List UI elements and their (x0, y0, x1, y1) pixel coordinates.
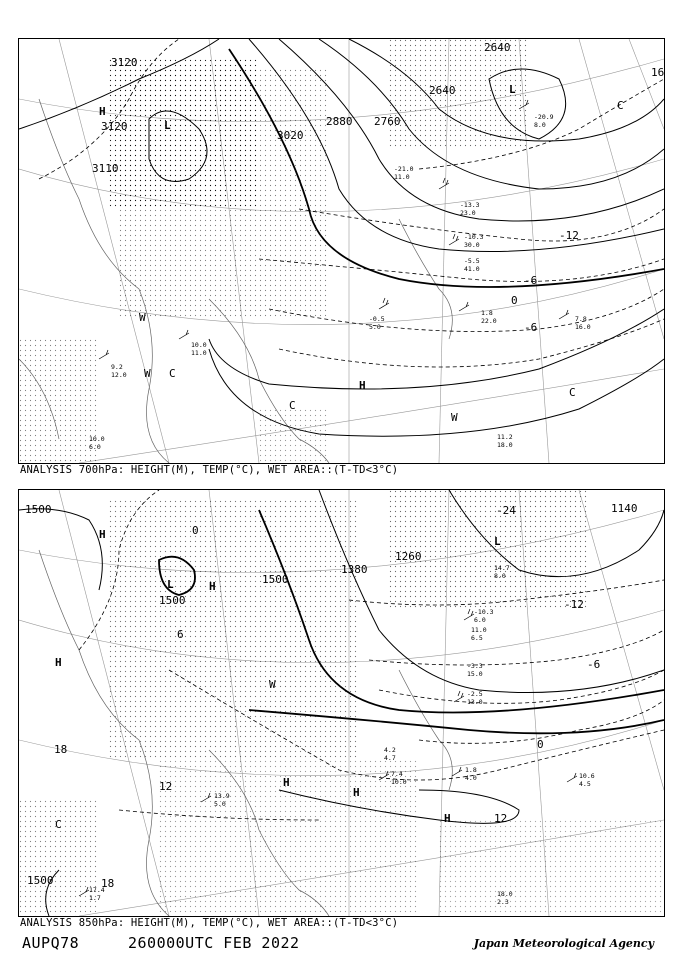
height-label: 1500 (262, 573, 289, 586)
low-center: L (509, 83, 516, 96)
cold-mark: C (169, 367, 176, 380)
station-temp: 4.2 (384, 746, 396, 754)
station-temp: -3.3 (467, 662, 483, 670)
height-label: 3020 (277, 129, 304, 142)
temp-label: -6 (587, 658, 601, 671)
low-center: L (164, 119, 171, 132)
station-temp: 10.0 (191, 341, 207, 349)
high-center: H (353, 786, 360, 799)
warm-mark: W (144, 367, 151, 380)
map-panel-700hpa (18, 38, 665, 464)
station-dewpoint-depression: 41.0 (464, 265, 480, 273)
station-temp: -10.3 (474, 608, 494, 616)
station-temp: -13.3 (460, 201, 480, 209)
station-dewpoint-depression: 4.5 (579, 780, 591, 788)
station-temp: 7.8 (575, 315, 587, 323)
station-dewpoint-depression: 12.0 (111, 371, 127, 379)
station-dewpoint-depression: 18.0 (497, 441, 513, 449)
station-dewpoint-depression: 4.0 (465, 774, 477, 782)
height-label: 3120 (111, 56, 138, 69)
cold-mark: C (617, 99, 624, 112)
station-temp: 11.0 (471, 626, 487, 634)
station-temp: -0.5 (369, 315, 385, 323)
wet-area-850-a (109, 500, 359, 760)
high-center: H (55, 656, 62, 669)
station-temp: -5.5 (464, 257, 480, 265)
cold-mark: C (289, 399, 296, 412)
warm-mark: W (451, 411, 458, 424)
station-temp: 17.4 (89, 886, 105, 894)
station-dewpoint-depression: 5.0 (214, 800, 226, 808)
height-label: 3110 (92, 162, 119, 175)
temp-label: 18 (101, 877, 115, 890)
station-dewpoint-depression: 6.0 (474, 616, 486, 624)
warm-mark: W (269, 678, 276, 691)
station-temp: 9.2 (111, 363, 123, 371)
height-label: 2760 (374, 115, 401, 128)
height-label: 1380 (341, 563, 368, 576)
high-center: H (359, 379, 366, 392)
temp-label: 0 (192, 524, 199, 537)
cold-mark: C (55, 818, 62, 831)
temp-label: -6 (524, 321, 538, 334)
station-dewpoint-depression: 23.0 (460, 209, 476, 217)
valid-time: 260000UTC FEB 2022 (128, 934, 300, 952)
wet-area-700-c (389, 39, 529, 149)
station-temp: -10.3 (464, 233, 484, 241)
station-dewpoint-depression: 11.0 (394, 173, 410, 181)
temp-label: -12 (564, 598, 584, 611)
cold-mark: C (569, 386, 576, 399)
chart-code: AUPQ78 (22, 934, 80, 952)
temp-label: -6 (524, 274, 538, 287)
wet-area-700-d (19, 339, 99, 463)
station-dewpoint-depression: 15.0 (467, 670, 483, 678)
station-dewpoint-depression: 10.0 (391, 778, 407, 786)
map-700hpa (19, 39, 664, 463)
station-temp: 13.9 (214, 792, 230, 800)
temp-label: 18 (54, 743, 68, 756)
height-label: 1140 (611, 502, 638, 515)
station-dewpoint-depression: 1.7 (89, 894, 101, 902)
station-dewpoint-depression: 16.0 (575, 323, 591, 331)
station-dewpoint-depression: 2.3 (497, 898, 509, 906)
height-label: 1260 (395, 550, 422, 563)
station-temp: 14.7 (494, 564, 510, 572)
height-label: 1500 (25, 503, 52, 516)
low-center: L (494, 535, 501, 548)
high-center: H (283, 776, 290, 789)
high-center: H (444, 812, 451, 825)
station-temp: 10.6 (579, 772, 595, 780)
height-label: 1500 (27, 874, 54, 887)
station-dewpoint-depression: 30.0 (464, 241, 480, 249)
temp-label: -12 (559, 229, 579, 242)
high-center: H (99, 105, 106, 118)
station-dewpoint-depression: 6.0 (89, 443, 101, 451)
temp-labels-700 (511, 66, 664, 334)
caption-850hpa: ANALYSIS 850hPa: HEIGHT(M), TEMP(°C), WET AREA::(T-TD<3°C) (20, 917, 399, 929)
height-label: 3120 (101, 120, 128, 133)
height-label: 1500 (159, 594, 186, 607)
map-850hpa (19, 490, 664, 916)
station-temp: 18.0 (497, 890, 513, 898)
temp-label: 0 (511, 294, 518, 307)
station-temp: 1.8 (481, 309, 493, 317)
station-dewpoint-depression: 13.0 (467, 698, 483, 706)
station-temp: -21.0 (394, 165, 414, 173)
station-temp: 10.0 (89, 435, 105, 443)
station-temp: -2.5 (467, 690, 483, 698)
station-dewpoint-depression: 4.7 (384, 754, 396, 762)
caption-700hpa: ANALYSIS 700hPa: HEIGHT(M), TEMP(°C), WET AREA::(T-TD<3°C) (20, 464, 399, 476)
temp-label: 0 (537, 738, 544, 751)
agency-credit: Japan Meteorological Agency (473, 937, 654, 950)
temp-label: 12 (159, 780, 173, 793)
height-label: 2880 (326, 115, 353, 128)
high-center: H (209, 580, 216, 593)
station-temp: 1.8 (465, 766, 477, 774)
station-dewpoint-depression: 11.0 (191, 349, 207, 357)
temp-label: 6 (177, 628, 184, 641)
high-center: H (99, 528, 106, 541)
station-dewpoint-depression: 8.0 (534, 121, 546, 129)
wet-area-700-b (119, 69, 329, 319)
wet-area-700-e (259, 409, 329, 463)
temp-label: 12 (494, 812, 508, 825)
station-dewpoint-depression: 5.0 (369, 323, 381, 331)
height-label: 2640 (484, 41, 511, 54)
temp-label: 16 (651, 66, 664, 79)
warm-mark: W (139, 311, 146, 324)
wet-area-850-e (439, 820, 664, 916)
station-temp: 11.2 (497, 433, 513, 441)
station-temp: 7.4 (391, 770, 403, 778)
station-temp: -20.9 (534, 113, 554, 121)
map-panel-850hpa (18, 489, 665, 917)
station-dewpoint-depression: 22.0 (481, 317, 497, 325)
station-dewpoint-depression: 8.0 (494, 572, 506, 580)
station-dewpoint-depression: 6.5 (471, 634, 483, 642)
temp-label: -24 (496, 504, 516, 517)
height-label: 2640 (429, 84, 456, 97)
low-center: L (167, 578, 174, 591)
